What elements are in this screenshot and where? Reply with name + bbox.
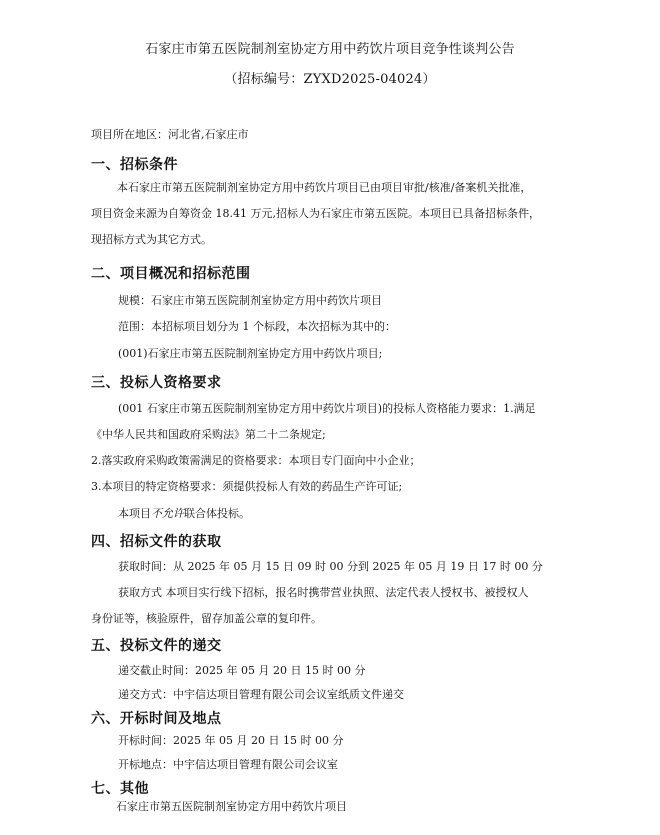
other-info: 石家庄市第五医院制剂室协定方用中药饮片项目 [116,800,347,813]
submission-method: 递交方式：中宇信达项目管理有限公司会议室纸质文件递交 [118,688,404,701]
qualification-line: 2.落实政府采购政策需满足的资格要求：本项目专门面向中小企业； [91,454,421,467]
section-heading-2: 二、项目概况和招标范围 [91,266,251,282]
project-scale: 规模：石家庄市第五医院制剂室协定方用中药饮片项目 [118,294,382,307]
document-obtain-time: 获取时间：从 2025 年 05 月 15 日 09 时 00 分到 2025 年 05 月 19 日 17 时 00 分 [118,560,543,573]
section1-paragraph-line: 现招标方式为其它方式。 [91,233,212,246]
opening-place: 开标地点：中宇信达项目管理有限公司会议室 [118,758,338,771]
project-scope: 范围：本招标项目划分为 1 个标段，本次招标为其中的： [118,320,396,333]
qualification-line: (001 石家庄市第五医院制剂室协定方用中药饮片项目)的投标人资格能力要求：1.满足 [118,402,536,415]
joint-bid-text: 本项目 [118,507,151,520]
document-obtain-method: 获取方式 本项目实行线下招标，报名时携带营业执照、法定代表人授权书、被授权人 [118,586,529,599]
joint-bid-emphasis: 不允许 [151,507,184,520]
section-heading-4: 四、招标文件的获取 [91,534,222,550]
section-heading-3: 三、投标人资格要求 [91,375,222,391]
tender-number: （招标编号：ZYXD2025-04024） [224,72,436,87]
section-heading-1: 一、招标条件 [91,157,178,173]
joint-bid-text: 联合体投标。 [184,507,250,520]
section-heading-7: 七、其他 [91,781,149,797]
document-obtain-method: 身份证等，核验原件，留存加盖公章的复印件。 [91,612,322,625]
qualification-line: 3.本项目的特定资格要求：须提供投标人有效的药品生产许可证; [91,480,403,493]
section1-paragraph-line: 本石家庄市第五医院制剂室协定方用中药饮片项目已由项目审批/核准/备案机关批准， [117,181,532,194]
project-region: 项目所在地区：河北省,石家庄市 [91,128,249,141]
opening-time: 开标时间：2025 年 05 月 20 日 15 时 00 分 [118,734,344,747]
section-heading-5: 五、投标文件的递交 [91,638,222,654]
submission-deadline: 递交截止时间：2025 年 05 月 20 日 15 时 00 分 [118,664,366,677]
section1-paragraph-line: 项目资金来源为自筹资金 18.41 万元,招标人为石家庄市第五医院。本项目已具备招标条件， [91,207,540,220]
qualification-line: 《中华人民共和国政府采购法》第二十二条规定; [91,428,326,441]
document-title: 石家庄市第五医院制剂室协定方用中药饮片项目竞争性谈判公告 [145,42,515,57]
section-heading-6: 六、开标时间及地点 [91,711,222,727]
joint-bid-rule [118,507,598,521]
project-lot: (001)石家庄市第五医院制剂室协定方用中药饮片项目; [118,347,383,360]
